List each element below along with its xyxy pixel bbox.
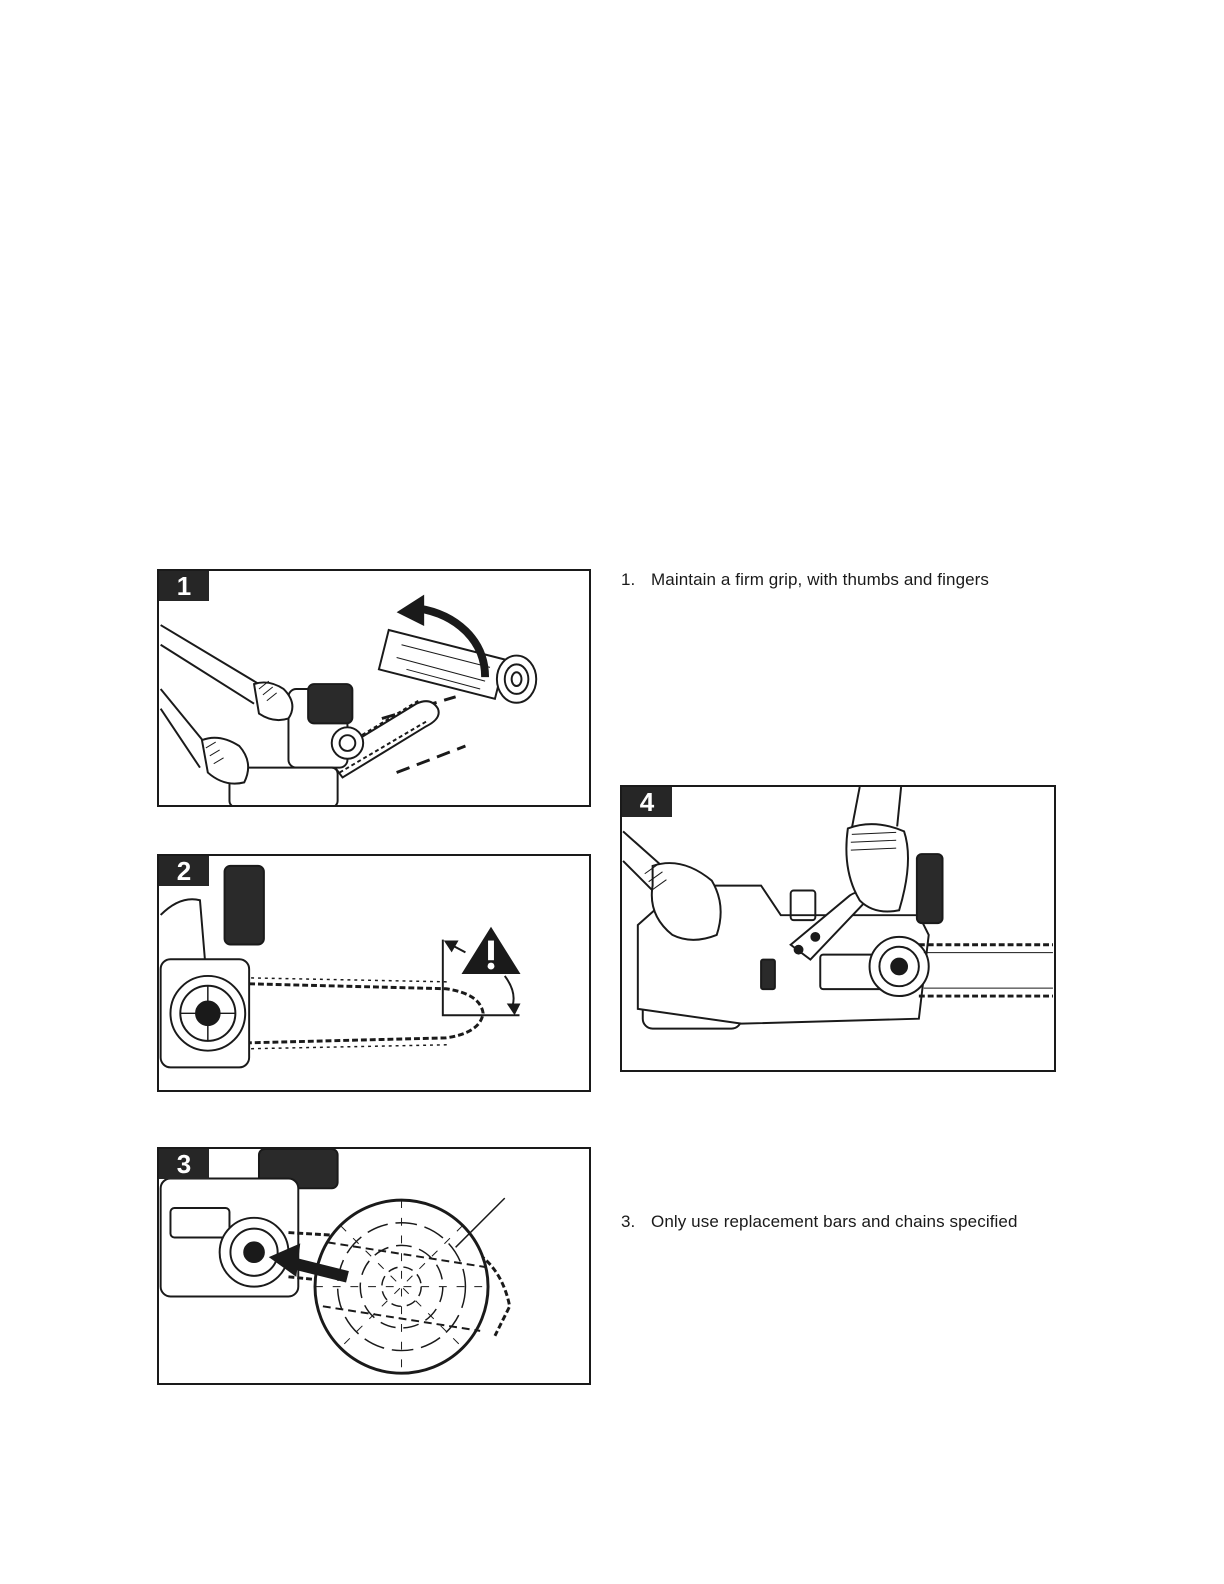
chain-brake-illustration <box>622 787 1054 1070</box>
step-number: 3. <box>621 1212 636 1231</box>
bar-pinch-log-illustration <box>159 1149 589 1383</box>
figure-2-kickback <box>157 854 591 1092</box>
kickback-warning-illustration <box>159 856 589 1090</box>
instruction-step-3 <box>621 1212 1018 1232</box>
figure-badge-3: 3 <box>159 1149 209 1179</box>
instruction-step-1 <box>621 570 989 590</box>
figure-3-pinch <box>157 1147 591 1385</box>
figure-badge-2: 2 <box>159 856 209 886</box>
step-number: 1. <box>621 570 636 589</box>
figure-1-grip <box>157 569 591 807</box>
chainsaw-grip-illustration <box>159 571 589 805</box>
figure-4-chain-brake <box>620 785 1056 1072</box>
figure-badge-1: 1 <box>159 571 209 601</box>
figure-badge-4: 4 <box>622 787 672 817</box>
step-text: Maintain a firm grip, with thumbs and fingers <box>651 570 990 589</box>
step-text: Only use replacement bars and chains specified <box>651 1212 1018 1231</box>
